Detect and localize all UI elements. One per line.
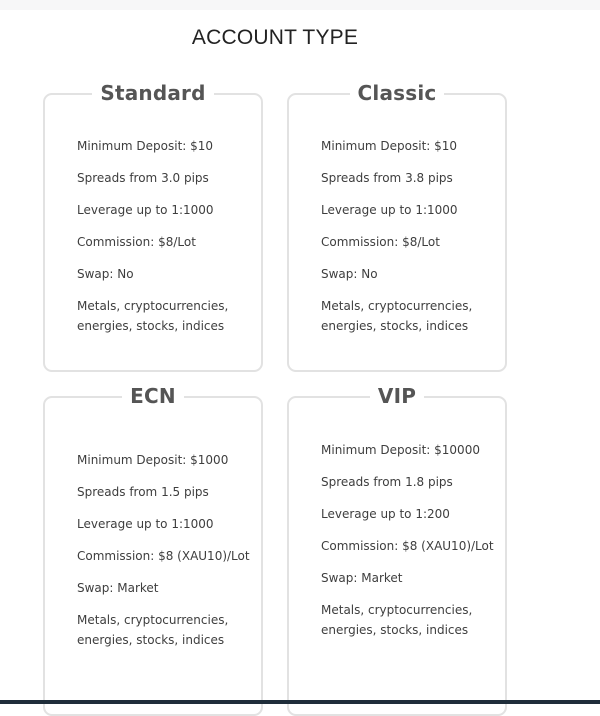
card-title-text: ECN [122, 384, 184, 408]
page-title: ACCOUNT TYPE [191, 26, 359, 49]
feature-min-deposit: Minimum Deposit: $10 [77, 139, 214, 153]
feature-instruments: Metals, cryptocurrencies, energies, stocks, indices [77, 299, 229, 333]
card-title [289, 384, 505, 410]
feature-commission: Commission: $8/Lot [77, 235, 196, 249]
feature-list [45, 398, 261, 650]
account-card-ecn [43, 384, 263, 716]
account-card-vip [287, 384, 507, 716]
feature-spreads: Spreads from 1.8 pips [321, 475, 453, 489]
bottom-bar [0, 700, 600, 704]
feature-spreads: Spreads from 1.5 pips [77, 485, 209, 499]
card-title [45, 384, 261, 410]
feature-leverage: Leverage up to 1:1000 [77, 517, 214, 531]
card-title-text: Standard [92, 81, 213, 105]
feature-list [289, 398, 505, 640]
feature-leverage: Leverage up to 1:200 [321, 507, 450, 521]
feature-spreads: Spreads from 3.8 pips [321, 171, 453, 185]
feature-instruments: Metals, cryptocurrencies, energies, stocks, indices [321, 299, 473, 333]
feature-leverage: Leverage up to 1:1000 [77, 203, 214, 217]
feature-min-deposit: Minimum Deposit: $10000 [321, 443, 480, 457]
feature-commission: Commission: $8/Lot [321, 235, 440, 249]
feature-list [45, 95, 261, 336]
feature-leverage: Leverage up to 1:1000 [321, 203, 458, 217]
feature-instruments: Metals, cryptocurrencies, energies, stocks, indices [77, 613, 229, 647]
top-strip [0, 0, 600, 10]
feature-swap: Swap: Market [77, 581, 159, 595]
card-title-text: VIP [370, 384, 424, 408]
account-card-classic [287, 81, 507, 372]
card-title [45, 81, 261, 107]
feature-swap: Swap: Market [321, 571, 403, 585]
feature-list [289, 95, 505, 336]
feature-swap: Swap: No [321, 267, 378, 281]
feature-commission: Commission: $8 (XAU10)/Lot [77, 549, 250, 563]
feature-instruments: Metals, cryptocurrencies, energies, stocks, indices [321, 603, 473, 637]
card-title-text: Classic [350, 81, 445, 105]
feature-swap: Swap: No [77, 267, 134, 281]
feature-commission: Commission: $8 (XAU10)/Lot [321, 539, 494, 553]
card-title [289, 81, 505, 107]
feature-min-deposit: Minimum Deposit: $1000 [77, 453, 229, 467]
feature-spreads: Spreads from 3.0 pips [77, 171, 209, 185]
feature-min-deposit: Minimum Deposit: $10 [321, 139, 458, 153]
account-card-standard [43, 81, 263, 372]
